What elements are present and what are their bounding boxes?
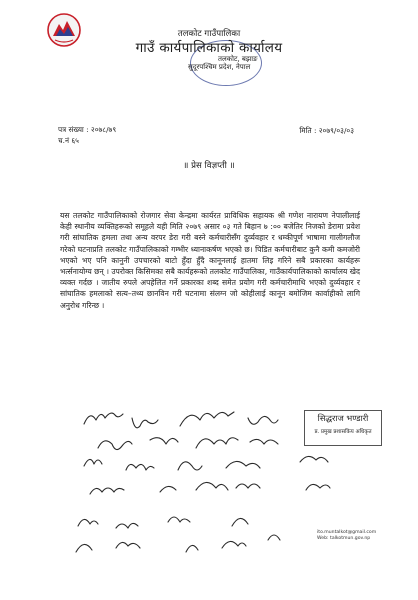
page-title: ॥ प्रेस विज्ञप्ती ॥ bbox=[183, 161, 235, 171]
signature-23 bbox=[76, 544, 92, 552]
signature-24 bbox=[116, 542, 140, 548]
letter-date: मिति : २०७९/०३/०३ bbox=[299, 126, 354, 135]
signature-27 bbox=[268, 535, 280, 540]
dispatch-number: च.नं ६५ bbox=[58, 136, 79, 145]
official-name-stamp bbox=[304, 410, 382, 446]
signature-16 bbox=[196, 482, 228, 490]
address-line-1: तलकोट, बझाङ bbox=[218, 55, 258, 63]
signature-7 bbox=[196, 438, 238, 448]
org-name: तलकोट गाउँपालिका bbox=[177, 29, 241, 39]
signature-13 bbox=[300, 456, 328, 462]
signature-9 bbox=[84, 459, 102, 466]
contact-info bbox=[317, 530, 376, 543]
contact-website: Web: talkotmun.gov.np bbox=[317, 536, 371, 542]
signature-2 bbox=[132, 418, 158, 428]
signature-5 bbox=[98, 441, 132, 450]
signature-21 bbox=[168, 517, 190, 522]
signature-3 bbox=[180, 412, 234, 426]
signature-1 bbox=[84, 413, 123, 424]
stamp-officer-name: सिद्धराज भण्डारी bbox=[317, 413, 369, 423]
signature-15 bbox=[160, 486, 176, 492]
press-release-body: यस तलकोट गाउँपालिकाको रोजगार सेवा केन्द्रमा कार्यरत प्राविधिक सहायक श्री गणेश नारायण नेपालीलाई केही स्थानीय व्यक्तिहरूको समूहले यही मिति २०७९ असार ०३ गते बिहान ७ :०० बजेतिर निजको डेरामा प्रवेश गरी सांघातिक हमला तथा अन्य वरपर डेरा गरी बस्ने कर्मचारीसँग दुर्व्यवहार र धम्कीपूर्ण भाषामा गालीगलौज गरेको घटनाप्रति तलकोट गाउँपालिकाको गम्भीर ध्यानाकर्षण भएको छ। पिडित कर्मचारीबाट कुनै कमी कमजोरी भएको भए पनि कानुनी उपचारको बाटो हुँदा हुँदै कानूनलाई हातमा लिइ गरिने सबै प्रकारका कार्यहरू भर्त्सनायोग्य छन् । उपरोक्त किसिमका सबै कार्यहरूको तलकोट गाउँपालिका, गाउँकार्यपालिकाको कार्यालय खेद व्यक्त गर्दछ । जातीय रुपले अपहेलित गर्ने प्रकारका शब्द समेत प्रयोग गरी कर्मचारीमाथि भएको दुर्व्यवहार र सांघातिक हमलाको सत्य–तथ्य छानविन गरी घटनामा संलग्न जो कोहीलाई कानून बमोजिम कार्वाहीको लागि अनुरोध गरिन्छ । bbox=[60, 211, 360, 310]
contact-email: ito.muntalkot@gmail.com bbox=[317, 530, 377, 535]
signature-10 bbox=[126, 464, 154, 470]
letter-number: पत्र संख्या : २०७८/७९ bbox=[58, 125, 117, 134]
signature-19 bbox=[78, 519, 98, 526]
signature-25 bbox=[186, 545, 198, 552]
signature-18 bbox=[306, 484, 330, 490]
signature-22 bbox=[232, 518, 248, 526]
signature-8 bbox=[250, 439, 278, 444]
signature-12 bbox=[226, 461, 260, 468]
signature-20 bbox=[116, 523, 138, 528]
stamp-officer-role: प्र. प्रमुख प्रशासकिय अधिकृत bbox=[314, 429, 372, 435]
signature-11 bbox=[178, 462, 202, 470]
address-line-2: सुदूरपश्चिम प्रदेश, नेपाल bbox=[188, 63, 251, 71]
signature-17 bbox=[236, 484, 260, 488]
signature-14 bbox=[90, 488, 124, 494]
office-name: गाउँ कार्यपालिकाको कार्यालय bbox=[135, 40, 283, 56]
signature-6 bbox=[150, 438, 178, 444]
signature-26 bbox=[222, 541, 246, 548]
signature-4 bbox=[248, 416, 278, 424]
